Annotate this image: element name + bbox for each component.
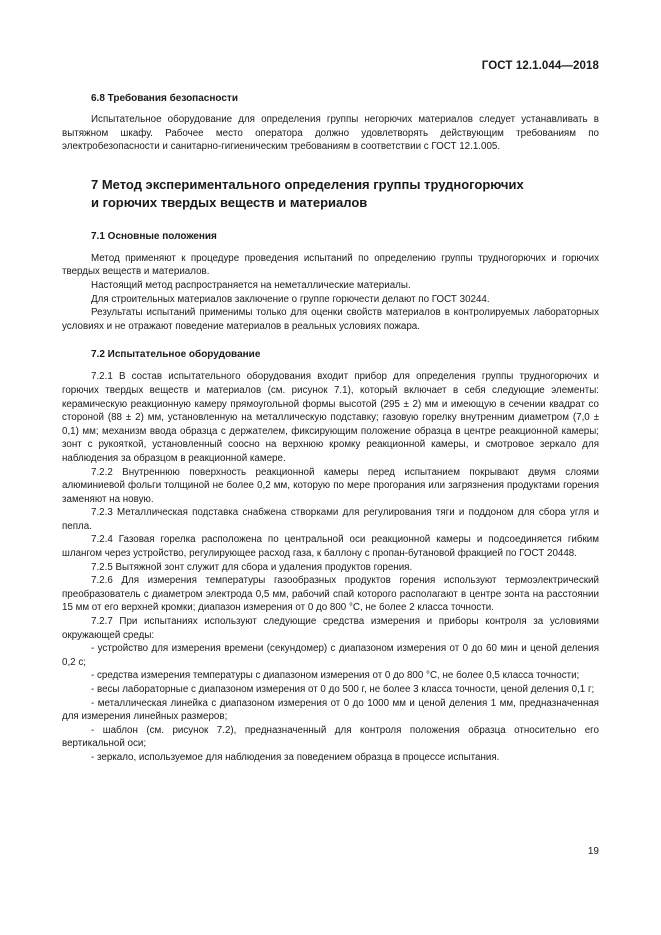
paragraph: Метод применяют к процедуре проведения испытаний по определению группы трудногорючих и горючих твердых веществ и материалов. [62,252,599,278]
list-item: - средства измерения температуры с диапазоном измерения от 0 до 800 °С, не более 0,5 класса точности; [91,670,580,682]
page-number: 19 [587,846,599,857]
document-code: ГОСТ 12.1.044—2018 [481,60,599,72]
section-7-2-title: 7.2 Испытательное оборудование [91,349,261,361]
section-7-1-body [62,252,599,334]
section-7-1-title: 7.1 Основные положения [91,230,217,242]
section-6-8-title: 6.8 Требования безопасности [91,93,238,104]
list-item: - шаблон (см. рисунок 7.2), предназначенный для контроля положения образца относительно его вертикальной оси; [62,724,599,750]
paragraph: 7.2.4 Газовая горелка расположена по центральной оси реакционной камеры и подсоединяется гибким шлангом через устройство, регулирующее расход газа, к баллону с пропан-бутановой фракцией по ГОСТ 20448. [62,534,599,560]
list-item: - металлическая линейка с диапазоном измерения от 0 до 1000 мм и ценой деления 1 мм, предназначенная для измерения линейных размеров; [62,697,599,723]
paragraph: 7.2.3 Металлическая подставка снабжена створками для регулирования тяги и поддоном для сбора угля и пепла. [62,507,599,532]
list-item: - устройство для измерения времени (секундомер) с диапазоном измерения от 0 до 60 мин и ценой деления 0,2 с; [62,643,599,668]
section-7-title-line2: и горючих твердых веществ и материалов [91,194,368,210]
section-7-title-line1: 7 Метод экспериментального определения группы трудногорючих [91,176,524,192]
page-content [62,92,599,765]
section-7-title [62,176,599,212]
paragraph: Результаты испытаний применимы только для оценки свойств материалов в контролируемых лабораторных условиях и не отражают поведение материалов в реальных условиях пожара. [62,307,599,332]
paragraph: Настоящий метод распространяется на неметаллические материалы. [91,279,411,291]
paragraph: 7.2.5 Вытяжной зонт служит для сбора и удаления продуктов горения. [91,561,413,573]
paragraph: Для строительных материалов заключение о группе горючести делают по ГОСТ 30244. [91,293,490,305]
paragraph: 7.2.2 Внутреннюю поверхность реакционной камеры перед испытанием покрывают двумя слоями алюминиевой фольги толщиной не более 0,2 мм, которую по мере прогорания или загрязнения продуктами горения заменяют на новую. [62,466,599,505]
paragraph: 7.2.7 При испытаниях используют следующие средства измерения и приборы контроля за условиями окружающей среды: [62,616,599,641]
list-item: - зеркало, используемое для наблюдения за поведением образца в процессе испытания. [91,751,500,763]
list-item: - весы лабораторные с диапазоном измерения от 0 до 500 г, не более 3 класса точности, ценой деления 0,1 г; [91,684,595,695]
paragraph: 7.2.6 Для измерения температуры газообразных продуктов горения используют термоэлектрический преобразователь с диаметром электрода 0,5 мм, рабочий спай которого располагают в центре зонта на расстоянии 15 мм от его верхней кромки; диапазон измерения от 0 до 800 °С, не более 2 класса точности. [62,575,599,614]
section-7-2-body [62,370,599,764]
paragraph: 7.2.1 В состав испытательного оборудования входит прибор для определения группы трудногорючих и горючих твердых веществ и материалов (см. рисунок 7.1), который включает в себя следующие элементы: керамическую реакционную камеру прямоугольной формы высотой (295 ± 2) мм и имеющую в сечении квадрат со стороной (88 ± 2) мм, установленную на металлическую подставку; газовую горелку внутренним диаметром (7,0 ± 0,1) мм; механизм ввода образца с держателем, фиксирующим положение образца в центре реакционной камеры; зонт с рукояткой, установленный соосно на верхнюю кромку реакционной камеры, и смотровое зеркало для наблюдения за образцом в реакционной камере. [62,371,599,464]
section-6-8-text: Испытательное оборудование для определения группы негорючих материалов следует устанавливать в вытяжном шкафу. Рабочее место оператора должно удовлетворять действующим требованиям по электробезопасности и санитарно-гигиеническим требованиям в соответствии с ГОСТ 12.1.005. [62,114,599,153]
